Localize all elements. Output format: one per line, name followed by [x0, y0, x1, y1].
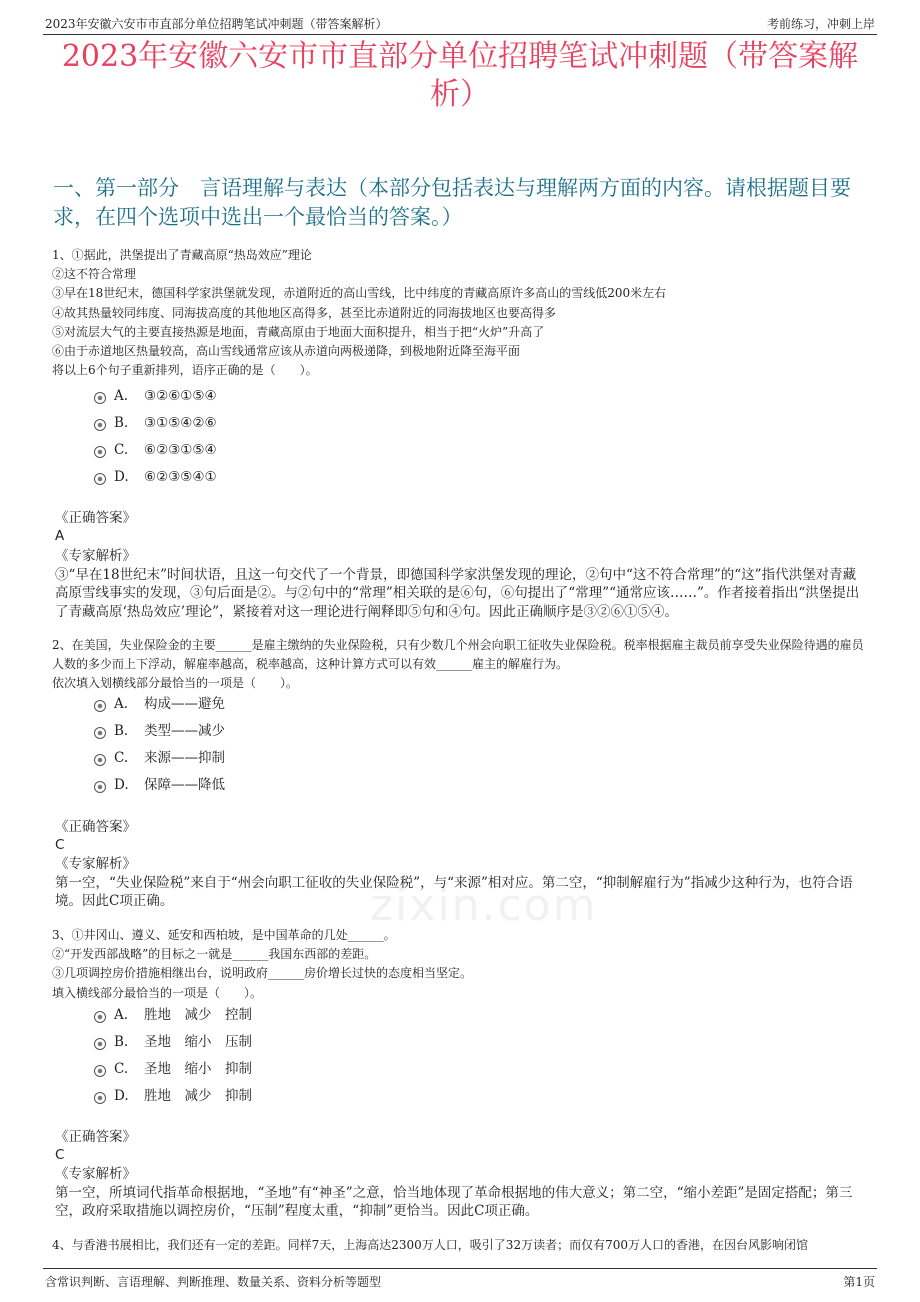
- stem-line: ④故其热量较同纬度、同海拔高度的其他地区高得多，甚至比赤道附近的同海拔地区也要高得多: [52, 305, 557, 320]
- radio-icon[interactable]: [94, 446, 106, 458]
- q3-option-d[interactable]: D. 胜地 减少 抑制: [94, 1086, 252, 1106]
- q1-answer: [55, 509, 867, 545]
- q1-option-a[interactable]: A. ③②⑥①⑤④: [94, 386, 217, 406]
- q2-answer: [55, 818, 867, 854]
- radio-icon[interactable]: [94, 1065, 106, 1077]
- radio-icon[interactable]: [94, 392, 106, 404]
- question-1-stem: [52, 246, 864, 380]
- page-number: 第1页: [843, 1275, 875, 1289]
- radio-icon[interactable]: [94, 1092, 106, 1104]
- radio-icon[interactable]: [94, 1038, 106, 1050]
- page-footer: [43, 1268, 877, 1291]
- answer-value: C: [55, 837, 65, 853]
- q2-option-b[interactable]: B. 类型——减少: [94, 721, 225, 741]
- answer-value: A: [55, 528, 65, 544]
- radio-icon[interactable]: [94, 1011, 106, 1023]
- q3-option-b[interactable]: B. 圣地 缩小 压制: [94, 1032, 252, 1052]
- q2-option-a[interactable]: A. 构成——避免: [94, 694, 225, 714]
- radio-icon[interactable]: [94, 727, 106, 739]
- stem-line: 4、与香港书展相比，我们还有一定的差距。同样7天，上海高达2300万人口，吸引了32万读者；而仅有700万人口的香港，在因台风影响闭馆: [52, 1238, 808, 1252]
- radio-icon[interactable]: [94, 700, 106, 712]
- question-3-stem: [52, 926, 864, 1003]
- q1-option-b[interactable]: B. ③①⑤④②⑥: [94, 413, 217, 433]
- q1-option-d[interactable]: D. ⑥②③⑤④①: [94, 467, 217, 487]
- stem-line: ②这不符合常理: [52, 267, 137, 282]
- section-heading: 一、第一部分 言语理解与表达（本部分包括表达与理解两方面的内容。请根据题目要求，在四个选项中选出一个最恰当的答案。）: [53, 176, 851, 229]
- stem-line: 将以上6个句子重新排列，语序正确的是（ ）。: [52, 363, 318, 378]
- stem-line: ⑤对流层大气的主要直接热源是地面，青藏高原由于地面大面积提升，相当于把“火炉”升高了: [52, 324, 545, 339]
- page-header: [43, 12, 877, 35]
- answer-label: 《正确答案》: [55, 510, 136, 526]
- question-2-stem: [52, 636, 864, 694]
- header-right-text: 考前练习，冲刺上岸: [766, 17, 875, 31]
- radio-icon[interactable]: [94, 754, 106, 766]
- q3-option-a[interactable]: A. 胜地 减少 控制: [94, 1005, 252, 1025]
- stem-line: 3、①井冈山、遵义、延安和西柏坡，是中国革命的几处______。: [52, 928, 396, 942]
- q2-option-d[interactable]: D. 保障——降低: [94, 775, 225, 795]
- q2-option-c[interactable]: C. 来源——抑制: [94, 748, 225, 768]
- stem-line: 2、在美国，失业保险金的主要______是雇主缴纳的失业保险税，只有少数几个州会向职工征收失业保险税。税率根据雇主裁员前享受失业保险待遇的雇员人数的多少而上下浮动，解雇率越高，税率越高，这种计算方式可以有效______雇主的解雇行为。: [52, 638, 864, 672]
- q3-analysis: [55, 1165, 867, 1221]
- analysis-text: 第一空，所填词代指革命根据地，“圣地”有“神圣”之意，恰当地体现了革命根据地的伟大意义；第二空，“缩小差距”是固定搭配；第三空，政府采取措施以调控房价，“压制”程度太重，“抑制”更恰当。因此C项正确。: [55, 1184, 853, 1219]
- q3-option-c[interactable]: C. 圣地 缩小 抑制: [94, 1059, 252, 1079]
- q1-option-c[interactable]: C. ⑥②③①⑤④: [94, 440, 217, 460]
- answer-label: 《正确答案》: [55, 1129, 136, 1145]
- stem-line: ③早在18世纪末，德国科学家洪堡就发现，赤道附近的高山雪线，比中纬度的青藏高原许多高山的雪线低200米左右: [52, 286, 667, 301]
- radio-icon[interactable]: [94, 781, 106, 793]
- watermark: zixin.com: [370, 880, 598, 931]
- stem-line: 1、①据此，洪堡提出了青藏高原“热岛效应”理论: [52, 248, 312, 262]
- q2-analysis: [55, 855, 867, 911]
- stem-line: 填入横线部分最恰当的一项是（ ）。: [52, 985, 263, 1000]
- header-left-text: 2023年安徽六安市市直部分单位招聘笔试冲刺题（带答案解析）: [45, 17, 388, 31]
- stem-line: ②“开发西部战略”的目标之一就是______我国东西部的差距。: [52, 947, 377, 962]
- question-4-stem: [52, 1236, 864, 1255]
- analysis-label: 《专家解析》: [55, 1166, 136, 1182]
- answer-label: 《正确答案》: [55, 819, 136, 835]
- q1-analysis: [55, 547, 867, 621]
- stem-line: ③几项调控房价措施相继出台，说明政府______房价增长过快的态度相当坚定。: [52, 966, 473, 981]
- analysis-label: 《专家解析》: [55, 856, 136, 872]
- answer-value: C: [55, 1147, 65, 1163]
- footer-left-text: 含常识判断、言语理解、判断推理、数量关系、资料分析等题型: [45, 1275, 382, 1289]
- radio-icon[interactable]: [94, 473, 106, 485]
- q3-answer: [55, 1128, 867, 1164]
- analysis-text: 第一空，“失业保险税”来自于“州会向职工征收的失业保险税”，与“来源”相对应。第二空，“抑制解雇行为”指减少这种行为，也符合语境。因此C项正确。: [55, 874, 853, 909]
- analysis-label: 《专家解析》: [55, 548, 136, 564]
- radio-icon[interactable]: [94, 419, 106, 431]
- stem-line: 依次填入划横线部分最恰当的一项是（ ）。: [52, 676, 299, 691]
- page-title: 2023年安徽六安市市直部分单位招聘笔试冲刺题（带答案解析）: [61, 39, 859, 112]
- stem-line: ⑥由于赤道地区热量较高，高山雪线通常应该从赤道向两极递降，到极地附近降至海平面: [52, 344, 521, 359]
- analysis-text: ③“早在18世纪末”时间状语，且这一句交代了一个背景，即德国科学家洪堡发现的理论，②句中“这不符合常理”的“这”指代洪堡对青藏高原雪线事实的发现，③句后面是②。与②句中的“常理”相关联的是⑥句，⑥句提出了“常理”“通常应该……”。作者接着指出“洪堡提出了青藏高原‘热岛效应’理论”，紧接着对这一理论进行阐释即⑤句和④句。因此正确顺序是③②⑥①⑤④。: [55, 566, 860, 620]
